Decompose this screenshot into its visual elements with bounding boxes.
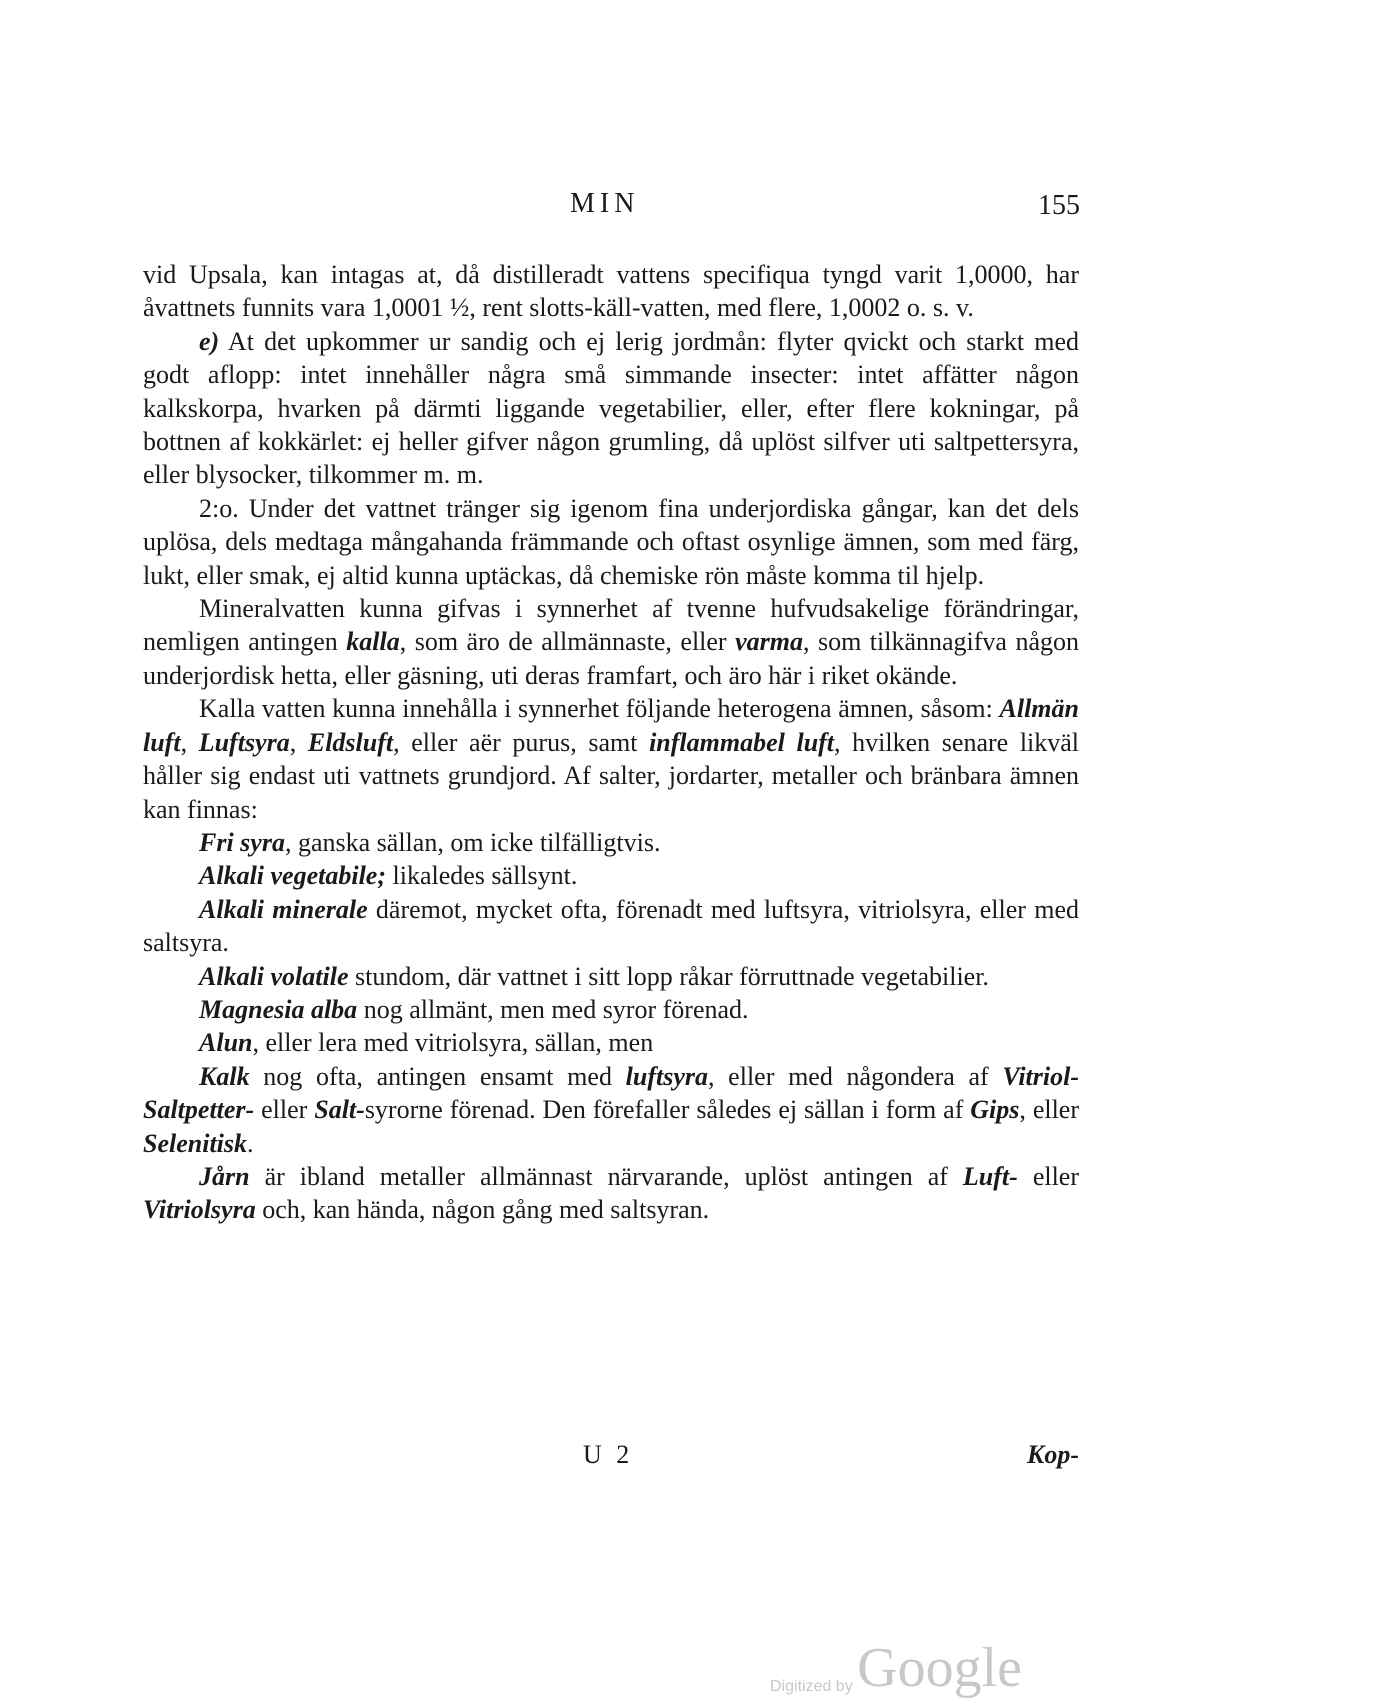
italic-term: Eldsluft — [307, 727, 394, 757]
italic-term: Salt- — [314, 1095, 365, 1125]
text-run: eller — [254, 1095, 315, 1125]
text-run: At det upkommer ur sandig och ej lerig jordmån: flyter qvickt och starkt med godt aflopp: intet innehåller några små simmande insecter: intet affätter någon kalkskorpa, hvarken på därmti liggande vegetabilier, eller, efter flere kokningar, på bottnen af kokkärlet: ej heller gifver någon grumling, då uplöst silfver uti saltpettersyra, eller blysocker, tilkommer m. m. — [143, 326, 1079, 490]
catchword: Kop- — [1027, 1440, 1079, 1469]
text-run: likaledes sällsynt. — [386, 861, 578, 891]
watermark-brand-logo: Google — [857, 1637, 1023, 1699]
italic-term: Alkali vegetabile; — [199, 861, 387, 891]
text-run: eller — [1017, 1161, 1080, 1191]
text-run: och, kan hända, någon gång med saltsyran. — [255, 1195, 710, 1225]
text-run: , eller — [1019, 1095, 1080, 1125]
text-run: , eller aër purus, samt — [393, 727, 650, 757]
text-run: . — [247, 1128, 254, 1158]
italic-term: Luftsyra — [198, 727, 290, 757]
text-run: stundom, där vattnet i sitt lopp råkar förruttnade vegetabilier. — [348, 961, 989, 991]
italic-term: Jårn — [199, 1161, 250, 1191]
paragraph — [143, 1026, 1079, 1059]
text-run: nog ofta, antingen ensamt med — [249, 1061, 626, 1091]
running-head: MIN — [570, 188, 640, 219]
italic-term: Alkali minerale — [199, 894, 368, 924]
italic-term: Alkali volatile — [199, 961, 349, 991]
paragraph — [143, 859, 1079, 892]
paragraph — [143, 893, 1079, 960]
italic-term: kalla — [346, 627, 400, 657]
italic-term: Magnesia alba — [199, 994, 358, 1024]
text-run: , som tilkännagifva någon underjordisk hetta, eller gäsning, uti deras framfart, och äro här i riket okände. — [143, 627, 1080, 690]
italic-term: Fri syra — [199, 827, 285, 857]
digitization-watermark — [770, 1637, 1023, 1699]
paragraph — [143, 960, 1079, 993]
italic-term: Vitriolsyra — [143, 1195, 256, 1225]
italic-term: Gips — [970, 1095, 1020, 1125]
page-footer — [143, 1440, 1079, 1480]
paragraph — [143, 492, 1079, 592]
text-run: , — [289, 727, 308, 757]
text-run: vid Upsala, kan intagas at, då distilleradt vattens specifiqua tyngd varit 1,0000, har åvattnets funnits vara 1,0001 ½, rent slotts-käll-vatten, med flere, 1,0002 o. s. v. — [143, 260, 1079, 323]
italic-term: inflammabel luft — [649, 727, 835, 757]
italic-term: Alun — [199, 1028, 253, 1058]
body-text — [143, 258, 1079, 1227]
text-run: 2:o. Under det vattnet tränger sig igenom fina underjordiska gångar, kan det dels uplösa, dels medtaga mångahanda främmande och oftast osynlige ämnen, som med färg, lukt, eller smak, ej altid kunna uptäckas, då chemiske rön måste komma til hjelp. — [143, 493, 1079, 590]
text-run: , som äro de allmännaste, eller — [399, 627, 736, 657]
italic-term: Kalk — [199, 1061, 250, 1091]
text-run: syrorne förenad. Den förefaller således ej sällan i form af — [364, 1095, 971, 1125]
italic-term: Selenitisk — [143, 1128, 248, 1158]
paragraph — [143, 592, 1079, 692]
paragraph — [143, 325, 1079, 492]
paragraph — [143, 258, 1079, 325]
italic-term: varma — [735, 627, 803, 657]
italic-term: e) — [199, 326, 220, 356]
text-run: , — [180, 727, 199, 757]
text-run: , eller lera med vitriolsyra, sällan, men — [252, 1028, 654, 1058]
italic-term: Vitriol-Saltpetter- — [143, 1061, 1079, 1125]
italic-term: Luft- — [962, 1161, 1018, 1191]
paragraph — [143, 993, 1079, 1026]
paragraph — [143, 1060, 1079, 1160]
text-run: Mineralvatten kunna gifvas i synnerhet af tvenne hufvudsakelige förändringar, nemligen antingen — [143, 594, 1079, 657]
signature-mark: U 2 — [583, 1440, 634, 1469]
paragraph — [143, 692, 1079, 826]
page-number: 155 — [1038, 190, 1080, 221]
text-run: nog allmänt, men med syror förenad. — [357, 994, 749, 1024]
text-run: Kalla vatten kunna innehålla i synnerhet följande heterogena ämnen, såsom: — [199, 694, 1000, 724]
paragraph — [143, 826, 1079, 859]
text-run: är ibland metaller allmännast närvarande, uplöst antingen af — [249, 1161, 963, 1191]
italic-term: Allmän luft — [143, 694, 1079, 757]
watermark-prefix: Digitized by — [770, 1678, 853, 1695]
text-run: , hvilken senare likväl håller sig endast uti vattnets grundjord. Af salter, jordarter, metaller och bränbara ämnen kan finnas: — [143, 727, 1080, 824]
text-run: däremot, mycket ofta, förenadt med luftsyra, vitriolsyra, eller med saltsyra. — [143, 894, 1080, 958]
text-run: , eller med någondera af — [707, 1061, 1003, 1091]
italic-term: luftsyra — [625, 1061, 708, 1091]
text-run: , ganska sällan, om icke tilfälligtvis. — [284, 827, 661, 857]
page-header — [140, 188, 1080, 228]
paragraph — [143, 1160, 1079, 1227]
